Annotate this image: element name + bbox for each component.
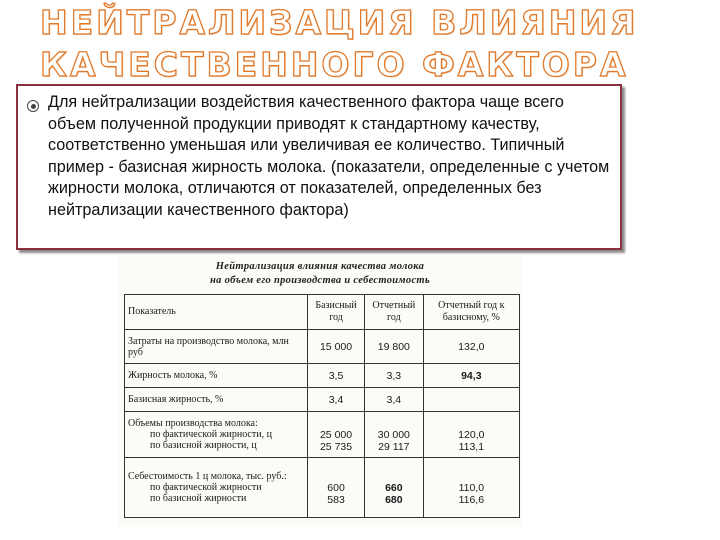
cell-report: 19 800 <box>365 330 424 364</box>
cell-report <box>365 412 424 458</box>
volume-heading: Объемы производства молока: <box>128 418 258 429</box>
header-ratio: Отчетный год к базисному, % <box>423 295 519 330</box>
row-label-cost <box>125 458 308 518</box>
header-base-year: Базисный год <box>308 295 365 330</box>
cell-ratio <box>423 388 519 412</box>
data-table-image <box>118 256 522 526</box>
cell-ratio <box>423 412 519 458</box>
row-label-volume <box>125 412 308 458</box>
table-row <box>125 412 520 458</box>
cost-ratio1: 110,0 <box>458 481 485 494</box>
table-title-line1: Нейтрализация влияния качества молока <box>215 261 425 272</box>
volume-sub2: по базисной жирности, ц <box>150 440 257 451</box>
row-label: Жирность молока, % <box>125 364 308 388</box>
table-header-row <box>125 295 520 330</box>
cost-ratio2: 116,6 <box>458 493 485 506</box>
cost-report1: 660 <box>385 481 403 494</box>
volume-ratio1: 120,0 <box>458 428 485 441</box>
cell-base: 3,4 <box>308 388 365 412</box>
header-indicator: Показатель <box>125 295 308 330</box>
cell-base <box>308 458 365 518</box>
cell-ratio: 94,3 <box>423 364 519 388</box>
volume-ratio2: 113,1 <box>458 440 485 453</box>
table-row <box>125 364 520 388</box>
slide-title-line1: НЕЙТРАЛИЗАЦИЯ ВЛИЯНИЯ <box>40 3 639 42</box>
table-row <box>125 388 520 412</box>
cost-heading: Себестоимость 1 ц молока, тыс. руб.: <box>128 471 287 482</box>
header-report-year: Отчетный год <box>365 295 424 330</box>
cost-sub2: по базисной жирности <box>150 493 247 504</box>
volume-sub1: по фактической жирности, ц <box>150 429 272 440</box>
milk-quality-table <box>124 294 520 518</box>
volume-base2: 25 735 <box>319 440 353 453</box>
cell-base <box>308 412 365 458</box>
cost-report2: 680 <box>385 493 403 506</box>
cell-base: 3,5 <box>308 364 365 388</box>
table-row <box>125 458 520 518</box>
content-text-box <box>16 84 622 250</box>
bullet-icon <box>27 100 39 112</box>
body-paragraph: Для нейтрализации воздействия качественного фактора чаще всего объем полученной продукции приводят к стандартному качеству, соответственно уменьшая или увеличивая ее количество. Типичный пример - базисная жирность молока. (показатели, определенные с учетом жирности молока, отличаются от показателей, определенных без нейтрализации качественного фактора) <box>48 93 610 219</box>
cell-report <box>365 458 424 518</box>
cost-base2: 583 <box>327 493 345 506</box>
table-title-line2: на объем его производства и себестоимость <box>210 275 430 286</box>
cell-ratio: 132,0 <box>423 330 519 364</box>
cell-report: 3,4 <box>365 388 424 412</box>
slide-title-line2: КАЧЕСТВЕННОГО ФАКТОРА <box>40 45 629 84</box>
cell-ratio <box>423 458 519 518</box>
row-label: Базисная жирность, % <box>125 388 308 412</box>
volume-report1: 30 000 <box>377 428 410 441</box>
cell-report: 3,3 <box>365 364 424 388</box>
cost-sub1: по фактической жирности <box>150 482 262 493</box>
slide-title <box>40 2 700 86</box>
volume-report2: 29 117 <box>378 440 410 453</box>
cost-base1: 600 <box>327 481 345 494</box>
table-title <box>118 260 522 288</box>
cell-base: 15 000 <box>308 330 365 364</box>
table-row <box>125 330 520 364</box>
row-label: Затраты на производство молока, млн руб <box>125 330 308 364</box>
volume-base1: 25 000 <box>319 428 353 441</box>
